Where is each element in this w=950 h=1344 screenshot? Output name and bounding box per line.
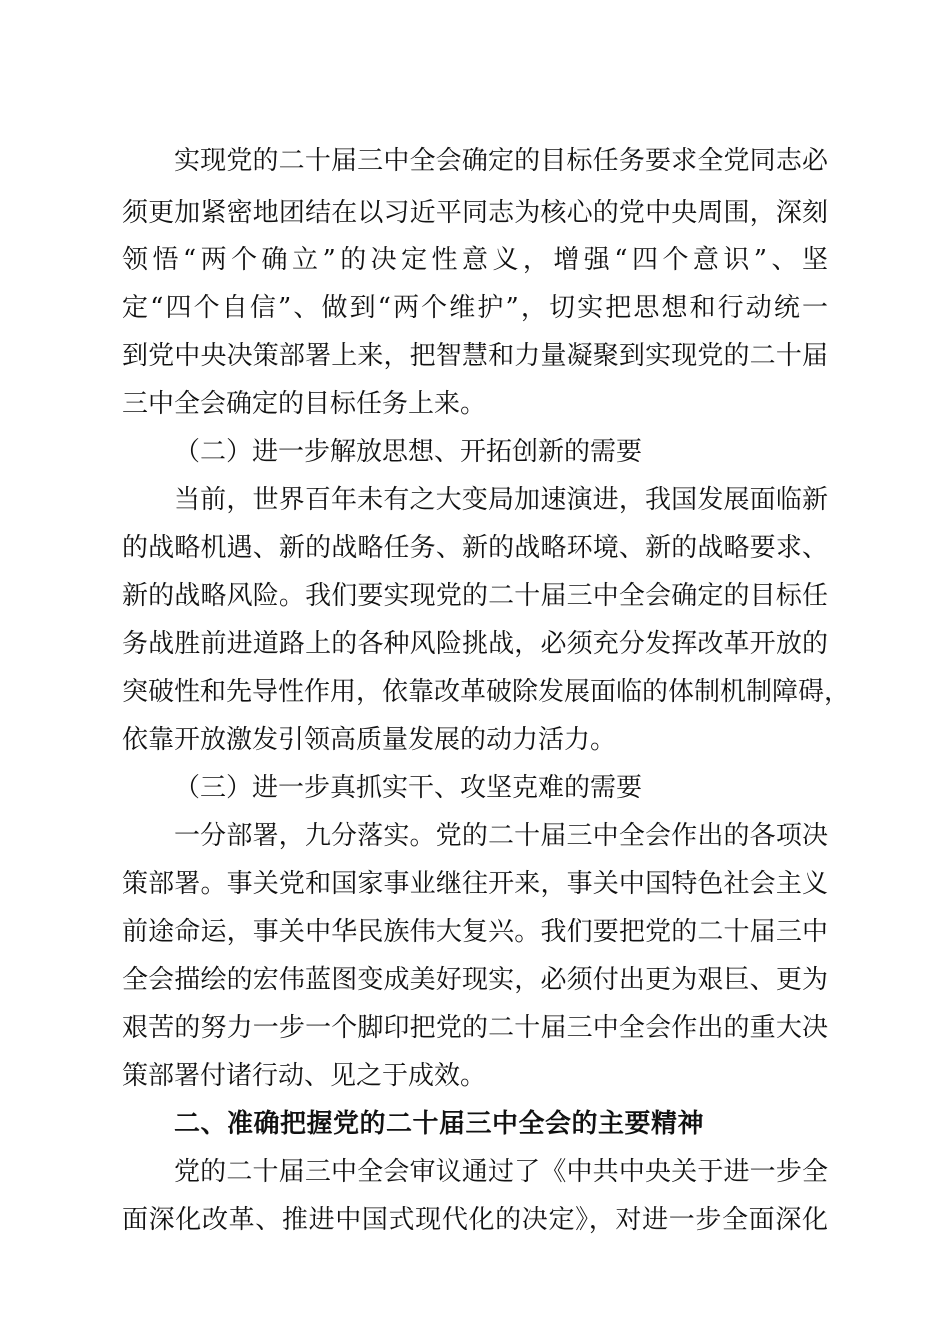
paragraph-3-line-6: 策部署付诸行动、见之于成效。 — [122, 1061, 487, 1091]
paragraph-2-line-2: 的战略机遇、新的战略任务、新的战略环境、新的战略要求、 — [122, 533, 828, 563]
section-heading-two: 二、准确把握党的二十届三中全会的主要精神 — [174, 1109, 705, 1139]
paragraph-2-line-4: 务战胜前进道路上的各种风险挑战，必须充分发挥改革开放的 — [122, 629, 828, 659]
subheading-2: （二）进一步解放思想、开拓创新的需要 — [174, 437, 643, 467]
paragraph-1-line-4: 定“四个自信”、做到“两个维护”，切实把思想和行动统一 — [122, 293, 828, 323]
paragraph-3-line-3: 前途命运，事关中华民族伟大复兴。我们要把党的二十届三中 — [122, 917, 828, 947]
paragraph-2-line-1: 当前，世界百年未有之大变局加速演进，我国发展面临新 — [174, 485, 828, 515]
paragraph-2-line-3: 新的战略风险。我们要实现党的二十届三中全会确定的目标任 — [122, 581, 828, 611]
paragraph-1-line-2: 须更加紧密地团结在以习近平同志为核心的党中央周围，深刻 — [122, 198, 828, 228]
paragraph-2-line-5: 突破性和先导性作用，依靠改革破除发展面临的体制机制障碍， — [122, 677, 851, 707]
paragraph-4-line-1: 党的二十届三中全会审议通过了《中共中央关于进一步全 — [174, 1157, 828, 1187]
subheading-3: （三）进一步真抓实干、攻坚克难的需要 — [174, 773, 643, 803]
paragraph-1-line-1: 实现党的二十届三中全会确定的目标任务要求全党同志必 — [174, 146, 828, 176]
paragraph-3-line-5: 艰苦的努力一步一个脚印把党的二十届三中全会作出的重大决 — [122, 1013, 828, 1043]
paragraph-1-line-3: 领悟“两个确立”的决定性意义，增强“四个意识”、坚 — [122, 245, 828, 275]
paragraph-1-line-5: 到党中央决策部署上来，把智慧和力量凝聚到实现党的二十届 — [122, 341, 828, 371]
paragraph-3-line-4: 全会描绘的宏伟蓝图变成美好现实，必须付出更为艰巨、更为 — [122, 965, 828, 995]
paragraph-3-line-2: 策部署。事关党和国家事业继往开来，事关中国特色社会主义 — [122, 869, 828, 899]
paragraph-2-line-6: 依靠开放激发引领高质量发展的动力活力。 — [122, 725, 617, 755]
paragraph-4-line-2: 面深化改革、推进中国式现代化的决定》，对进一步全面深化 — [122, 1205, 828, 1235]
paragraph-3-line-1: 一分部署，九分落实。党的二十届三中全会作出的各项决 — [174, 821, 828, 851]
paragraph-1-line-6: 三中全会确定的目标任务上来。 — [122, 389, 487, 419]
